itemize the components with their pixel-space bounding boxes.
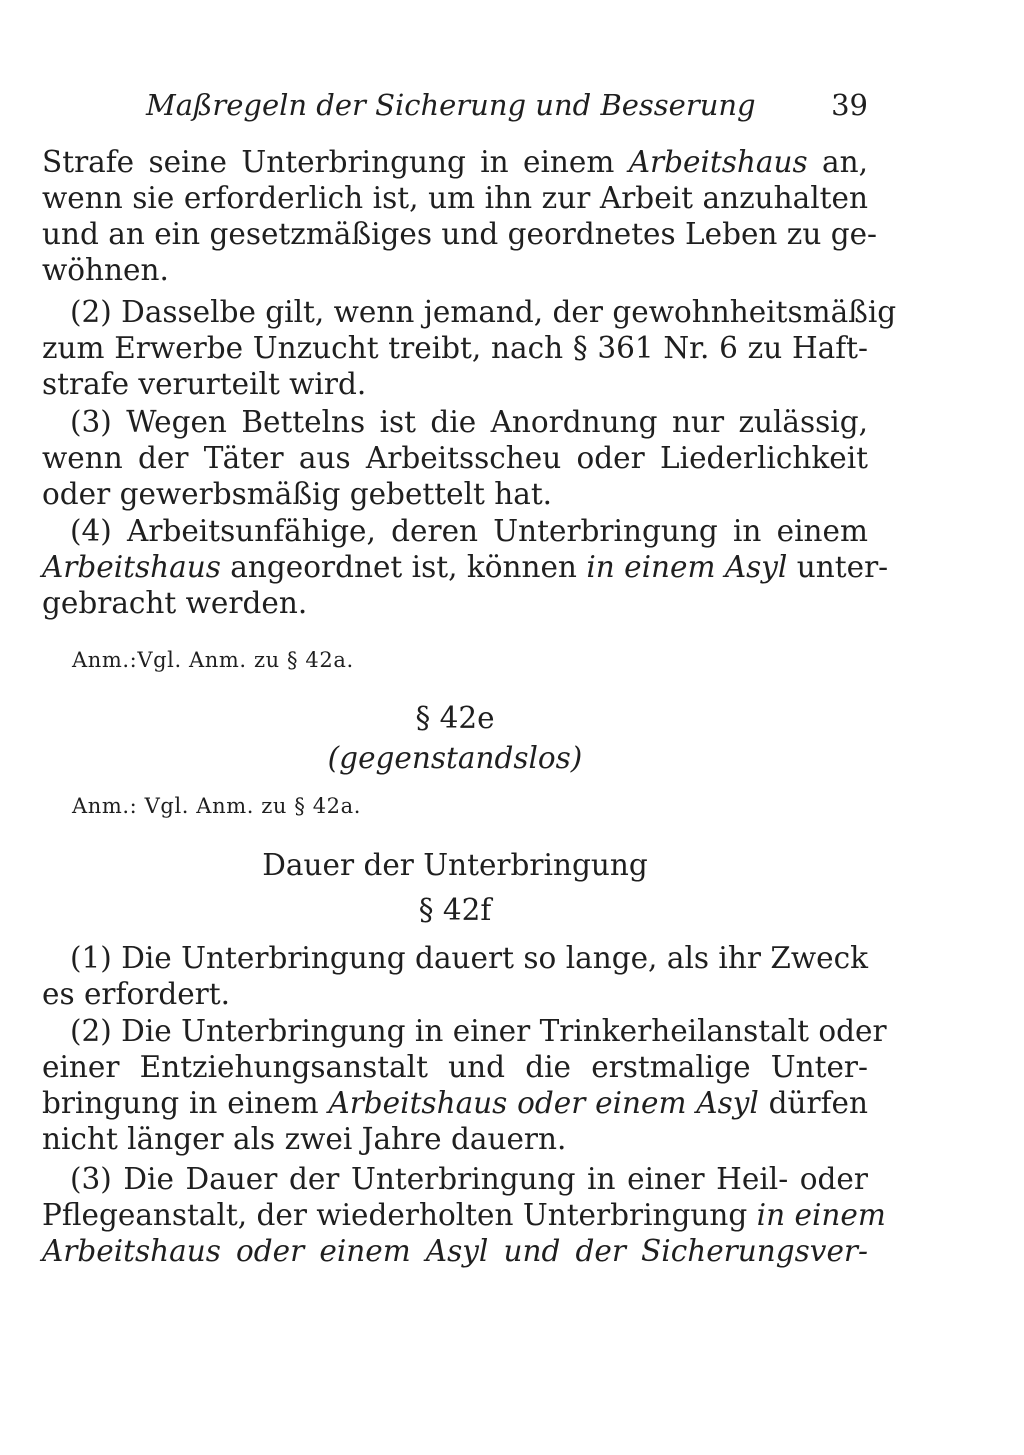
text-line: bringung in einem Arbeitshaus oder einem Asyl dürfen [42, 1086, 868, 1120]
page-number: 39 [831, 88, 868, 122]
section-title-42f: Dauer der Unterbringung [262, 848, 648, 882]
text-line: wenn der Täter aus Arbeitsscheu oder Liederlichkeit [42, 441, 868, 475]
paragraph-7 [42, 1161, 886, 1269]
running-header [42, 88, 868, 132]
text-line: es erfordert. [42, 977, 230, 1011]
running-title: Maßregeln der Sicherung und Besserung [146, 88, 756, 122]
paragraph-3 [42, 404, 868, 512]
text-line: (4) Arbeitsunfähige, deren Unterbringung in einem [70, 514, 868, 548]
text-line: wenn sie erforderlich ist, um ihn zur Arbeit anzuhalten [42, 181, 868, 215]
text-line: (3) Die Dauer der Unterbringung in einer Heil- oder [70, 1162, 868, 1196]
paragraph-2 [42, 294, 897, 402]
text-line: zum Erwerbe Unzucht treibt, nach § 361 Nr. 6 zu Haft- [42, 331, 868, 365]
text-line: oder gewerbsmäßig gebettelt hat. [42, 477, 553, 511]
paragraph-4 [42, 513, 889, 621]
paragraph-6 [42, 1013, 887, 1157]
text-line: Pflegeanstalt, der wiederholten Unterbringung in einem [42, 1198, 886, 1232]
text-line: Arbeitshaus oder einem Asyl und der Sicherungsver- [42, 1234, 868, 1268]
text-line: Arbeitshaus angeordnet ist, können in einem Asyl unter- [42, 550, 889, 584]
paragraph-5 [42, 940, 868, 1012]
text-line: nicht länger als zwei Jahre dauern. [42, 1122, 567, 1156]
annotation-note-1: Anm.:Vgl. Anm. zu § 42a. [72, 648, 354, 672]
section-heading-42f: § 42f [418, 893, 492, 927]
section-heading-42e: § 42e [415, 701, 495, 735]
text-line: einer Entziehungsanstalt und die erstmalige Unter- [42, 1050, 868, 1084]
text-line: (3) Wegen Bettelns ist die Anordnung nur zulässig, [70, 405, 868, 439]
paragraph-1 [42, 144, 878, 288]
annotation-note-2: Anm.: Vgl. Anm. zu § 42a. [72, 794, 362, 818]
text-line: (1) Die Unterbringung dauert so lange, als ihr Zweck [70, 941, 868, 975]
text-line: (2) Die Unterbringung in einer Trinkerheilanstalt oder [70, 1014, 887, 1048]
text-line: gebracht werden. [42, 586, 308, 620]
text-line: und an ein gesetzmäßiges und geordnetes Leben zu ge- [42, 217, 878, 251]
text-line: wöhnen. [42, 253, 169, 287]
text-line: (2) Dasselbe gilt, wenn jemand, der gewohnheitsmäßig [70, 295, 897, 329]
section-subtitle-42e: (gegenstandslos) [327, 741, 583, 775]
text-line: Strafe seine Unterbringung in einem Arbeitshaus an, [42, 145, 869, 179]
text-line: strafe verurteilt wird. [42, 367, 367, 401]
